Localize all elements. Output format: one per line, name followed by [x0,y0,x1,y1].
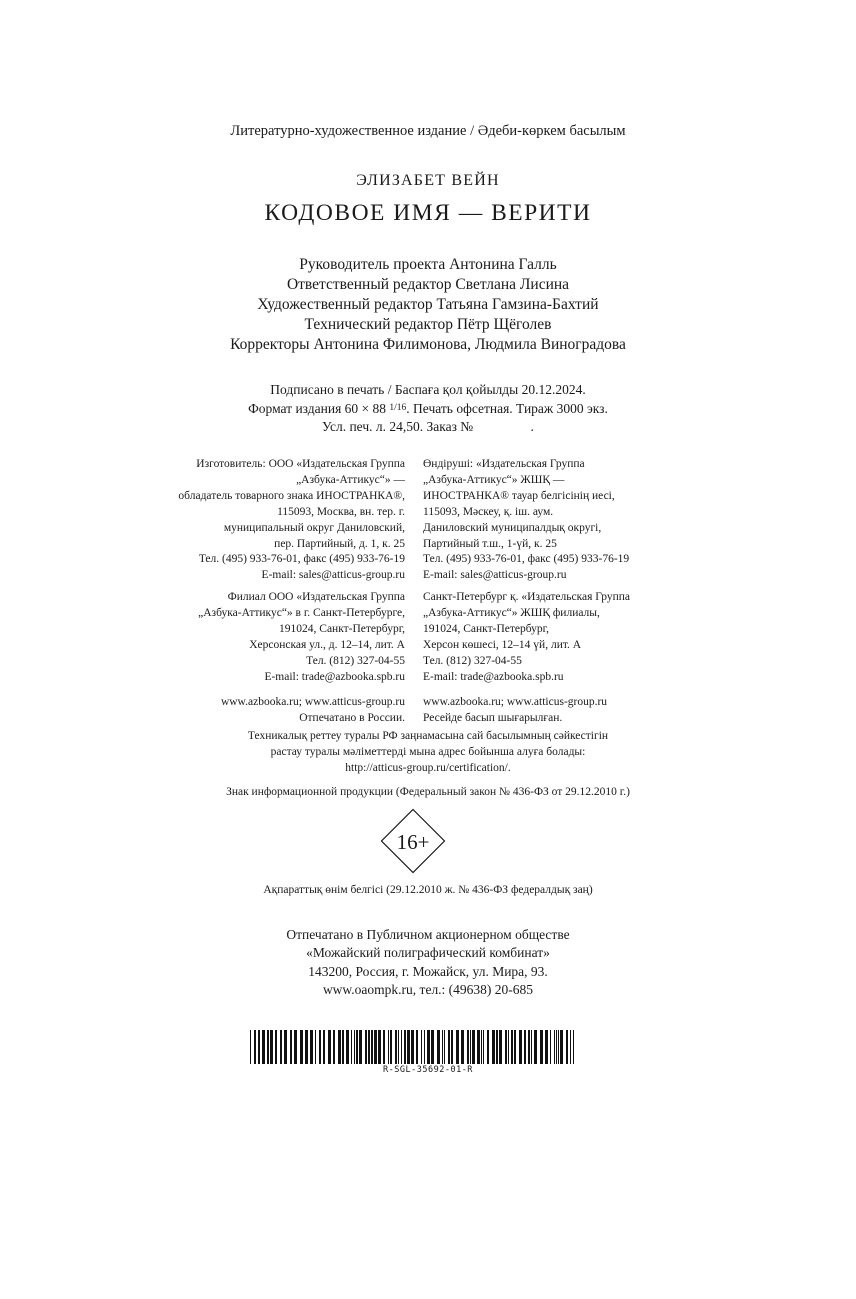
info-line: 191024, Санкт-Петербург, [423,623,549,636]
barcode-bar [407,1030,410,1064]
barcode-bar [398,1030,399,1064]
barcode-bar [388,1030,389,1064]
format-text: Формат издания 60 × 88 [248,401,390,416]
barcode-bar [456,1030,459,1064]
barcode-bar [545,1030,548,1064]
info-line: Санкт-Петербург қ. «Издательская Группа [423,591,630,604]
info-line: Филиал ООО «Издательская Группа [227,591,405,604]
barcode-bar [359,1030,362,1064]
barcode-bar [411,1030,414,1064]
barcode-bar [368,1030,370,1064]
barcode-bar [267,1030,269,1064]
barcode-bar [487,1030,489,1064]
credit-line: Корректоры Антонина Филимонова, Людмила Виноградова [230,336,626,353]
barcode-bar [270,1030,273,1064]
info-line: Изготовитель: ООО «Издательская Группа [196,458,405,470]
barcode-bar [427,1030,430,1064]
info-line: „Азбука-Аттикус“» в г. Санкт-Петербурге, [198,607,405,620]
barcode-bar [300,1030,303,1064]
barcode-bar [508,1030,509,1064]
barcode-bar [558,1030,559,1064]
info-line: E-mail: sales@atticus-group.ru [423,569,567,582]
cert-line: Техникалық реттеу туралы РФ заңнамасына сай басылымның сәйкестігін [247,730,609,742]
info-line: пер. Партийный, д. 1, к. 25 [274,537,405,550]
barcode-bar [444,1030,445,1064]
edition-type: Литературно-художественное издание / Әдеби-көркем басылым [230,123,626,139]
barcode-bar [342,1030,344,1064]
barcode-bar [514,1030,516,1064]
barcode-bar [534,1030,537,1064]
barcode-bar [262,1030,265,1064]
barcode-bar [560,1030,563,1064]
barcode-bar [354,1030,355,1064]
info-line: 115093, Мәскеу, қ. іш. аум. [423,505,554,518]
barcode-bar [378,1030,381,1064]
format-fraction: 1/16 [389,403,407,413]
print-info [0,381,856,436]
info-product-sign-kz: Ақпараттық өнім белгісі (29.12.2010 ж. № 436-ФЗ федералдық заң) [263,884,593,896]
barcode-bar [395,1030,397,1064]
info-line: Тел. (495) 933-76-01, факс (495) 933-76-19 [423,553,630,566]
info-line: E-mail: sales@atticus-group.ru [261,569,405,582]
barcode-bar [554,1030,555,1064]
info-line: „Азбука-Аттикус“» ЖШҚ филиалы, [423,607,600,620]
info-product-sign-ru: Знак информационной продукции (Федеральный закон № 436-ФЗ от 29.12.2010 г.) [226,786,630,798]
cert-link: http://atticus-group.ru/certification/. [345,761,511,774]
book-title: КОДОВОЕ ИМЯ — ВЕРИТИ [264,200,592,226]
printer-line: www.oaompk.ru, тел.: (49638) 20-685 [322,981,534,997]
info-line: муниципальный округ Даниловский, [223,521,405,534]
barcode-bar [284,1030,287,1064]
publisher-info-kz [423,457,753,727]
age-rating-badge [380,808,446,874]
barcode-bar [383,1030,385,1064]
info-line: Партийный т.ш., 1-үй, к. 25 [423,537,557,550]
barcode-bar [519,1030,522,1064]
author-name: ЭЛИЗАБЕТ ВЕЙН [356,172,500,189]
barcode-bar [451,1030,453,1064]
info-line: Тел. (812) 327-04-55 [423,654,522,667]
barcode-bar [566,1030,568,1064]
info-line: Херсон көшесі, 12–14 үй, лит. А [423,638,582,651]
barcode-bar [250,1030,251,1064]
info-line: ИНОСТРАНКА® тауар белгісінің иесі, [423,489,615,502]
print-order-line: Усл. печ. л. 24,50. Заказ № . [322,419,534,434]
info-line: Херсонская ул., д. 12–14, лит. А [249,638,405,651]
age-rating-label: 16+ [396,830,430,854]
credit-line: Технический редактор Пётр Щёголев [304,316,552,333]
barcode-bar [338,1030,341,1064]
printer-line: Отпечатано в Публичном акционерном обществе [286,927,570,942]
barcode-bar [416,1030,418,1064]
barcode-bar [294,1030,297,1064]
barcode-bar [540,1030,543,1064]
info-line: www.azbooka.ru; www.atticus-group.ru [220,695,405,708]
barcode-bar [315,1030,316,1064]
cert-line: растау туралы мәліметтерді мына адрес бойынша алуға болады: [270,745,586,758]
printer-line: «Можайский полиграфический комбинат» [306,945,550,961]
certification-note [0,729,856,777]
info-line: Тел. (495) 933-76-01, факс (495) 933-76-19 [198,553,405,566]
info-line: „Азбука-Аттикус“» ЖШҚ — [423,473,565,486]
barcode-bar [556,1030,557,1064]
info-line: E-mail: trade@azbooka.spb.ru [264,670,405,683]
barcode-bar [290,1030,292,1064]
barcode-bar [550,1030,551,1064]
info-line: Даниловский муниципалдық округі, [423,521,602,534]
barcode-bar [346,1030,349,1064]
info-line: Тел. (812) 327-04-55 [306,654,405,667]
barcode-bar [365,1030,367,1064]
barcode-bar [371,1030,373,1064]
barcode [250,1030,578,1064]
print-format-line [0,399,856,418]
barcode-bar [531,1030,532,1064]
barcode-text: R-SGL-35692-01-R [383,1065,473,1075]
barcode-bar [511,1030,513,1064]
format-text-rest: . Печать офсетная. Тираж 3000 экз. [406,401,608,416]
barcode-bar [401,1030,402,1064]
barcode-bar [254,1030,256,1064]
barcode-bar [280,1030,282,1064]
barcode-bar [351,1030,352,1064]
barcode-bar [483,1030,484,1064]
barcode-bar [390,1030,392,1064]
barcode-bar [448,1030,450,1064]
barcode-bar [319,1030,321,1064]
barcode-bar [305,1030,308,1064]
credit-line: Ответственный редактор Светлана Лисина [286,276,570,293]
printer-info [0,926,856,999]
barcode-bar [356,1030,358,1064]
barcode-bar [328,1030,331,1064]
info-line: Өндіруші: «Издательская Группа [423,458,585,470]
barcode-bar [424,1030,425,1064]
barcode-bar [437,1030,440,1064]
info-line: 115093, Москва, вн. тер. г. [277,505,405,518]
barcode-bar [374,1030,377,1064]
barcode-bar [570,1030,571,1064]
barcode-bar [496,1030,498,1064]
credits-block [0,255,856,355]
barcode-bar [431,1030,434,1064]
info-line: обладатель товарного знака ИНОСТРАНКА®, [178,489,405,502]
barcode-bar [442,1030,443,1064]
barcode-bar [467,1030,469,1064]
barcode-bar [310,1030,313,1064]
info-line: Ресейде басып шығарылған. [423,711,563,724]
barcode-bar [477,1030,480,1064]
barcode-bar [421,1030,422,1064]
barcode-bar [461,1030,464,1064]
info-line: 191024, Санкт-Петербург, [279,623,405,636]
barcode-bar [492,1030,495,1064]
barcode-bar [275,1030,277,1064]
barcode-bar [404,1030,406,1064]
barcode-bar [472,1030,475,1064]
barcode-bar [470,1030,471,1064]
info-line: „Азбука-Аттикус“» — [296,473,405,486]
barcode-bar [524,1030,526,1064]
print-signed-line: Подписано в печать / Баспаға қол қойылды 20.12.2024. [270,382,586,397]
barcode-bar [481,1030,482,1064]
info-line: www.azbooka.ru; www.atticus-group.ru [423,695,608,708]
barcode-bar [528,1030,530,1064]
publisher-info-ru [100,457,405,727]
credit-line: Руководитель проекта Антонина Галль [299,256,557,273]
credit-line: Художественный редактор Татьяна Гамзина-Бахтий [257,296,599,313]
barcode-bar [505,1030,507,1064]
barcode-bar [323,1030,325,1064]
barcode-bar [499,1030,502,1064]
barcode-bar [573,1030,574,1064]
info-line: Отпечатано в России. [299,711,405,724]
barcode-bar [258,1030,260,1064]
info-line: E-mail: trade@azbooka.spb.ru [423,670,564,683]
barcode-bar [333,1030,335,1064]
printer-line: 143200, Россия, г. Можайск, ул. Мира, 93. [308,963,548,979]
